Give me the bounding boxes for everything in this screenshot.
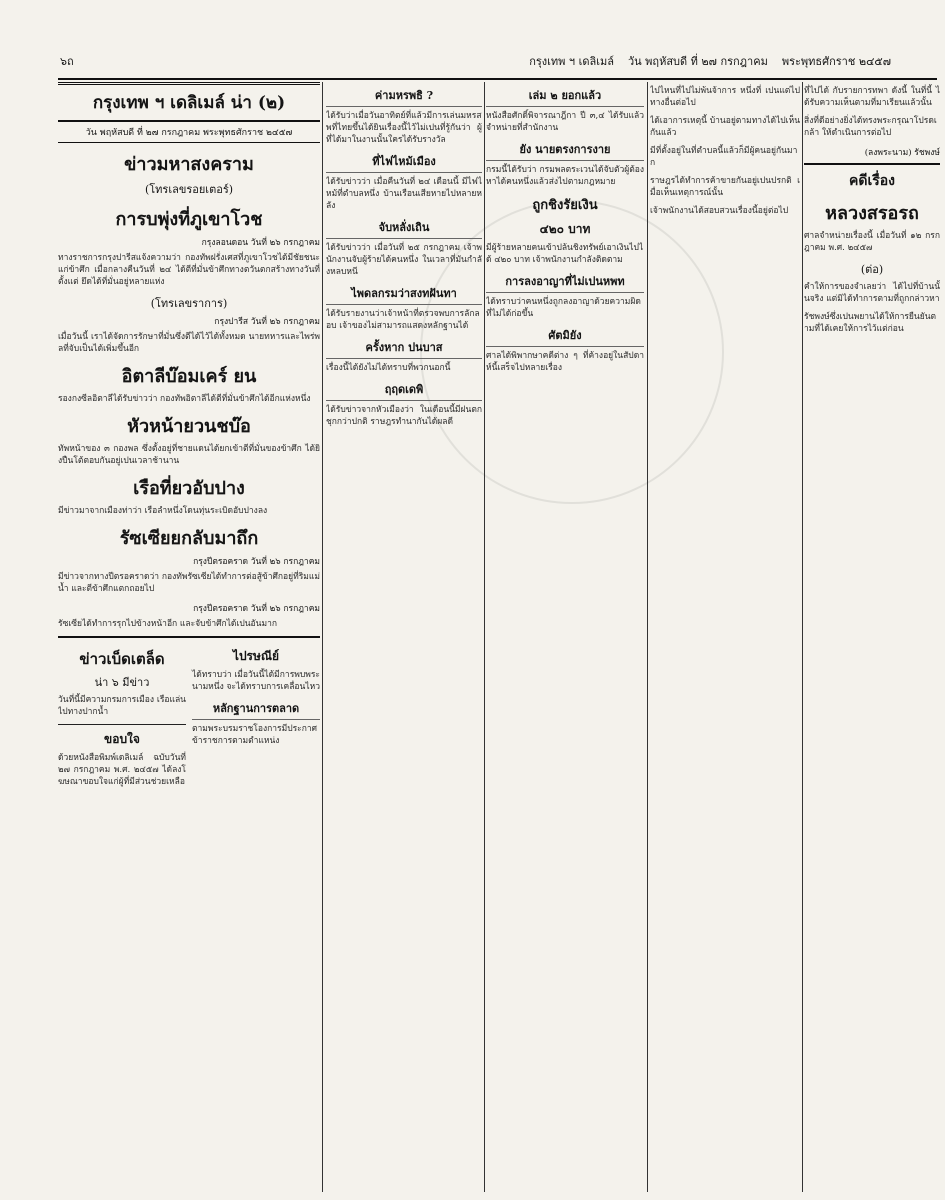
article-text: มีข่าวจากทางปีตรอคราดว่า กองทัพรัซเซียได้ทำการต่อสู้ข้าศึกอยู่ที่ริมแม่น้ำ และตีข้าศึกแตกถอยไป	[58, 572, 320, 594]
article-headline: การบพุ่งที่ภูเขาโวช	[115, 209, 263, 230]
article-text: รัชพงษ์ซึ่งเปนพยานได้ให้การยืนยันตามที่ได้เคยให้การไว้แต่ก่อน	[804, 312, 937, 334]
article-text: สิ่งที่ดีอย่างยิ่งได้ทรงพระกรุณาโปรดเกล้า ให้ดำเนินการต่อไป	[804, 116, 937, 138]
article-text: ได้ทราบว่าคนหนึ่งถูกลงอาญาด้วยความผิดที่ไม่ได้ก่อขึ้น	[486, 297, 641, 319]
article-headline: จับหลั่งเถิน	[326, 218, 482, 239]
dateline: กรุงปารีส วันที่ ๒๖ กรกฎาคม	[214, 317, 320, 327]
section-rule	[804, 163, 940, 165]
masthead-date: วัน พฤหัสบดี ที่ ๒๗ กรกฎาคม	[627, 55, 768, 68]
article-text: ไปไหนที่ไปไม่พ้นจ้าการ หนึ่งที่ เปนแต่ไปทางอื่นต่อไป	[650, 86, 800, 108]
misc-news-box	[58, 642, 186, 794]
article-text: ได้รับข่าวว่า เมื่อวันที่ ๒๕ กรกฎาคม เจ้าพนักงานจับผู้ร้ายได้คนหนึ่ง ในเวลาที่มันกำลังหลบหนี	[326, 243, 482, 277]
notices-box	[192, 642, 320, 794]
article-headline: ที่ไฟไหม้เมือง	[326, 152, 482, 173]
article-headline: หัวหน้ายวนชบ๊อ	[127, 416, 251, 437]
signature-line: (ลงพระนาม) รัชพงษ์	[864, 148, 940, 158]
article-text: ศาลได้พิพากษาคดีต่าง ๆ ที่ค้างอยู่ในสัปดาห์นี้เสร็จไปหลายเรื่อง	[486, 351, 644, 373]
masthead-rule	[58, 78, 937, 80]
article-text: ราษฎรได้ทำการค้าขายกันอยู่เปนปรกติ เมื่อเห็นเหตุการณ์นั้น	[650, 176, 800, 198]
case-headline-name: หลวงสรอรถ	[825, 203, 919, 224]
article-text: มีข่าวมาจากเมืองท่าว่า เรือลำหนึ่งโดนทุ่นระเบิดอับปางลง	[58, 506, 268, 516]
column-divider	[322, 82, 323, 1192]
article-text: หนังสือศักดิ์พิจารณาฎีกา ปี ๓,๔ ได้รับแล้วจำหน่ายที่สำนักงาน	[486, 111, 644, 133]
dateline: กรุงปีตรอคราด วันที่ ๒๖ กรกฎาคม	[193, 557, 320, 567]
article-text: ทางราชการกรุงปารีสแจ้งความว่า กองทัพฝรั่งเศสที่ภูเขาโวชได้มีชัยชนะแก่ข้าศึก เมื่อกลางคืนวันที่ ๒๔ ได้ตีที่มั่นข้าศึกทางตวันตกสร้างทางวันที่ตั้งแต่ ยึดได้ที่มั่นอยู่หลายแห่ง	[58, 253, 320, 287]
article-headline: ถูกชิงรัยเงิน	[532, 198, 598, 213]
article-text: ตามพระบรมราชโองการมีประกาศข้าราชการตามตำแหน่ง	[192, 724, 318, 746]
article-text: ได้รับข่าวจากหัวเมืองว่า ในเดือนนี้มีฝนตกชุกกว่าปกติ ราษฎรทำนากันได้ผลดี	[326, 405, 482, 427]
article-text: ได้รับข่าวว่า เมื่อคืนวันที่ ๒๔ เดือนนี้ มีไฟไหม้ที่ตำบลหนึ่ง บ้านเรือนเสียหายไปหลายหลัง	[326, 177, 482, 211]
box-rule	[58, 724, 186, 725]
article-text: เจ้าพนักงานได้สอบสวนเรื่องนี้อยู่ต่อไป	[650, 206, 789, 216]
article-text: ได้เอาการเหตุนี้ บ้านอยู่ตามทางได้ไปเห็นกันแล้ว	[650, 116, 800, 138]
section-rule	[58, 636, 320, 638]
article-headline: ยัง นายตรงการงาย	[486, 140, 644, 161]
continued-label: (ต่อ)	[860, 263, 884, 276]
column-3	[486, 82, 644, 1192]
article-text: เรื่องนี้ได้ยังไม่ได้ทราบที่พวกนอกนี้	[326, 363, 451, 373]
dateline: กรุงลอนดอน วันที่ ๒๖ กรกฎาคม	[201, 238, 320, 248]
post-headline: ไปรษณีย์	[232, 649, 280, 663]
article-headline: ฤฤดเดพิ	[326, 380, 482, 401]
article-text: ด้วยหนังสือพิมพ์เดลิเมล์ ฉบับวันที่ ๒๗ กรกฎาคม พ.ศ. ๒๔๕๗ ได้ลงโฆษณาขอบใจแก่ผู้ที่มีส่วนช่วยเหลือ	[58, 753, 186, 787]
article-text: ที่ไปได้ กับรายการทพา ดังนี้ ในที่นี้ ได้รับความเห็นตามที่มาเรียนแล้วนั้น	[804, 86, 940, 108]
paper-title: กรุงเทพ ฯ เดลิเมล์ น่า (๒)	[58, 82, 320, 122]
article-text: รองกงซีลอิตาลีได้รับข่าวว่า กองทัพอิตาลีได้ตีที่มั่นข้าศึกได้อีกแห่งหนึ่ง	[58, 394, 311, 404]
market-headline: หลักฐานการตลาด	[192, 699, 320, 720]
article-text: ได้รับว่าเมื่อวันอาทิตย์ที่แล้วมีการเล่นมหรสพที่ไทยขึ้นได้ยินเรื่องนี้ไว้ไม่เปนที่รู้กันว่า ผู้ที่ได้มาในงานนั้นใครได้รับรางวัล	[326, 111, 482, 145]
article-text: กรมนี้ได้รับว่า กรมพลตระเวนได้จับตัวผู้ต้องหาได้คนหนึ่งแล้วส่งไปตามกฎหมาย	[486, 165, 644, 187]
bottom-split	[58, 642, 320, 794]
dateline: กรุงปีตรอคราด วันที่ ๒๖ กรกฎาคม	[193, 604, 320, 614]
article-headline: ค่ามหรพธิ ?	[326, 86, 482, 107]
page-number: ๖ถ	[60, 55, 74, 68]
case-headline: คดีเรื่อง	[848, 173, 895, 189]
column-1	[58, 82, 320, 1192]
article-headline: ครั้งหาก ปนบาส	[326, 338, 482, 359]
article-text: มีที่ตั้งอยู่ในที่ตำบลนี้แล้วก็มีผู้คนอยู่กันมาก	[650, 146, 798, 168]
masthead-place: กรุงเทพ ฯ เดลิเมล์	[529, 55, 614, 68]
war-news-headline: ข่าวมหาสงคราม	[124, 154, 254, 175]
column-5	[804, 82, 940, 1192]
article-text: ศาลจำหน่ายเรื่องนี้ เมื่อวันที่ ๑๒ กรกฎาคม พ.ศ. ๒๔๕๗	[804, 231, 940, 253]
article-headline: ศัตมิยัง	[486, 326, 644, 347]
article-headline: การลงอาญาที่ไม่เปนหพท	[486, 272, 644, 293]
war-news-subtitle: (โทรเลขรอยเตอร์)	[144, 183, 234, 196]
misc-news-headline: ข่าวเบ็ดเตล็ด	[79, 650, 165, 668]
section-subtitle: (โทรเลขราการ)	[150, 297, 228, 310]
masthead-line	[60, 50, 905, 72]
article-text: ได้รับรายงานว่าเจ้าหน้าที่ตรวจพบการลักลอบ เจ้าของไม่สามารถแสดงหลักฐานได้	[326, 309, 480, 331]
paper-date: วัน พฤหัสบดี ที่ ๒๗ กรกฎาคม พระพุทธศักราช ๒๔๕๗	[58, 122, 320, 143]
misc-news-subtitle: น่า ๖ มีข่าว	[94, 676, 150, 689]
article-text: ได้ทราบว่า เมื่อวันนี้ได้มีการพบพระนามหนึ่ง จะได้ทราบการเคลื่อนไหว	[192, 670, 320, 692]
article-text: รัซเซียได้ทำการรุกไปข้างหน้าอีก และจับข้าศึกได้เปนอันมาก	[58, 619, 277, 629]
column-4	[650, 82, 800, 1192]
article-text: วันที่นี้มีความกรมการเมือง เรือแล่นไปทางปากน้ำ	[58, 695, 186, 717]
article-text: มีผู้ร้ายหลายคนเข้าปล้นชิงทรัพย์เอาเงินไปได้ ๔๒๐ บาท เจ้าพนักงานกำลังติดตาม	[486, 243, 644, 265]
article-text: เมื่อวันนี้ เราได้จัดการรักษาที่มั่นซึ่งตีได้ไว้ได้ทั้งหมด นายทหารและไพร่พลที่จับเป็นได้เพิ่มขึ้นอีก	[58, 332, 320, 354]
column-divider	[647, 82, 648, 1192]
article-headline: ไพดลกรมว่าสงทฝันทา	[326, 284, 482, 305]
column-divider	[802, 82, 803, 1192]
column-2	[326, 82, 482, 1192]
article-text: ทัพหน้าของ ๓ กองพล ซึ่งตั้งอยู่ที่ชายแดนได้ยกเข้าตีที่มั่นของข้าศึก ได้ยิงปืนโต้ตอบกันอยู่เปนเวลาช้านาน	[58, 444, 320, 466]
article-headline: เล่ม ๒ ยอกแล้ว	[486, 86, 644, 107]
article-text: คำให้การของจำเลยว่า ได้ไปที่บ้านนั้นจริง แต่มิได้ทำการตามที่ถูกกล่าวหา	[804, 282, 940, 304]
article-headline: อิตาลีบ๊อมเคร์ ยน	[121, 366, 257, 387]
column-divider	[484, 82, 485, 1192]
article-headline: รัซเซียยกลับมาถึก	[119, 528, 259, 549]
thanks-headline: ขอบใจ	[104, 732, 140, 746]
article-headline: เรือที่ยวอับปาง	[133, 478, 245, 499]
masthead-year: พระพุทธศักราช ๒๔๕๗	[781, 55, 891, 68]
article-headline-amount: ๔๒๐ บาท	[539, 222, 591, 236]
